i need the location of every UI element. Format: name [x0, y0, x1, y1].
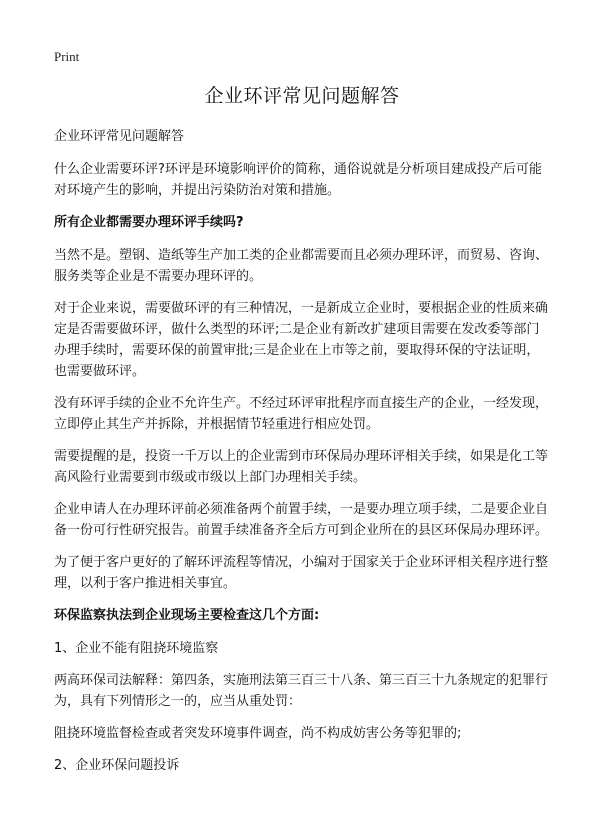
list-item-2: 2、企业环保问题投诉	[54, 758, 180, 773]
paragraph-prerequisites: 企业申请人在办理环评前必须准备两个前置手续，一是要办理立项手续，二是要企业自备一份可行性研究报告。前置手续准备齐全后方可到企业所在的县区环保局办理环评。	[54, 502, 549, 538]
paragraph-judicial-interpretation: 两高环保司法解释：第四条，实施刑法第三百三十八条、第三百三十九条规定的犯罪行为，具有下列情形之一的，应当从重处罚：	[54, 673, 549, 709]
paragraph-no-production: 没有环评手续的企业不允许生产。不经过环评审批程序而直接生产的企业，一经发现，立即停止其生产并拆除，并根据情节轻重进行相应处罚。	[54, 396, 549, 432]
paragraph-what-is-eia: 什么企业需要环评?环评是环境影响评价的简称，通俗说就是分析项目建成投产后可能对环境产生的影响，并提出污染防治对策和措施。	[54, 162, 542, 198]
list-item-1: 1、企业不能有阻挠环境监察	[54, 641, 219, 656]
document-subtitle: 企业环评常见问题解答	[54, 129, 185, 144]
print-link[interactable]: Print	[54, 49, 80, 64]
paragraph-obstruction: 阻挠环境监督检查或者突发环境事件调查，尚不构成妨害公务等犯罪的;	[54, 726, 462, 741]
paragraph-three-cases: 对于企业来说，需要做环评的有三种情况，一是新成立企业时，要根据企业的性质来确定是否需要做环评，做什么类型的环评;二是企业有新改扩建项目需要在发改委等部门办理手续时，需要环保的前置审批;三是企业在上市等之前，要取得环保的守法证明，也需要做环评。	[54, 301, 549, 379]
paragraph-not-all: 当然不是。塑钢、造纸等生产加工类的企业都需要而且必须办理环评，而贸易、咨询、服务类等企业是不需要办理环评的。	[54, 248, 549, 284]
inspection-heading: 环保监察执法到企业现场主要检查这几个方面:	[54, 608, 320, 623]
document-title: 企业环评常见问题解答	[204, 85, 400, 107]
paragraph-reminder: 需要提醒的是，投资一千万以上的企业需到市环保局办理环评相关手续，如果是化工等高风险行业需要到市级或市级以上部门办理相关手续。	[54, 449, 549, 485]
question-heading-all-need-eia: 所有企业都需要办理环评手续吗?	[54, 215, 244, 230]
paragraph-editor-note: 为了便于客户更好的了解环评流程等情况，小编对于国家关于企业环评相关程序进行整理，以利于客户推进相关事宜。	[54, 555, 549, 591]
